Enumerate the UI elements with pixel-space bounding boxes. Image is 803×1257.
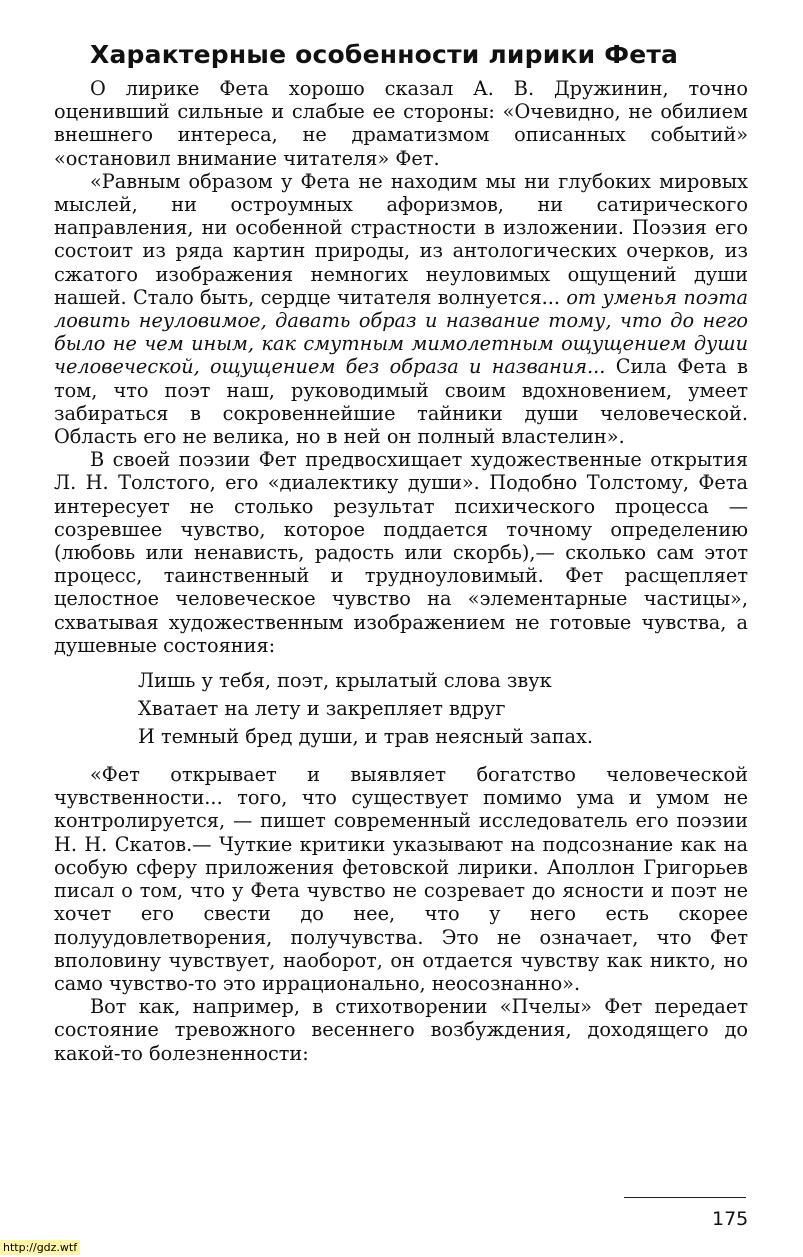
source-watermark-link[interactable]: http://gdz.wtf	[0, 1240, 80, 1255]
footer-divider	[624, 1197, 746, 1198]
paragraph-tolstoy-comparison: В своей поэзии Фет предвосхищает художественные открытия Л. Н. Толстого, его «диалектику души». Подобно Толстому, Фета интересует не столько результат психического процесса — созревшее чувство, которое поддается точному определению (любовь или ненависть, радость или скорбь),— сколько сам этот процесс, таинственный и трудноуловимый. Фет расщепляет целостное человеческое чувство на «элементарные частицы», схватывая художественным изображением не готовые чувства, а душевные состояния:	[54, 448, 748, 657]
paragraph-bees-intro: Вот как, например, в стихотворении «Пчелы» Фет передает состояние тревожного весеннего возбуждения, доходящего до какой-то болезненности:	[54, 995, 748, 1065]
quote-text-end: Сила Фета в том, что поэт наш, руководимый своим вдохновением, умеет забираться в сокровеннейшие тайники души человеческой. Область его не велика, но в ней он полный властелин».	[54, 355, 748, 449]
paragraph-druzhinin-quote	[54, 170, 748, 448]
quote-italic-emphasis: от уменья поэта ловить неуловимое, давать образ и название тому, что до него было не чем иным, как смутным мимолетным ощущением души человеческой, ощущением без образа и названия...	[54, 285, 748, 379]
quote-text-start: «Равным образом у Фета не находим мы ни глубоких мировых мыслей, ни остроумных афоризмов, ни сатирического направления, ни особенной страстности в изложении. Поэзия его состоит из ряда картин природы, из антологических очерков, из сжатого изображения немногих неуловимых ощущений души нашей. Стало быть, сердце читателя волнуется...	[54, 169, 748, 309]
poem-line: Лишь у тебя, поэт, крылатый слова звук	[138, 669, 552, 693]
paragraph-skatov-quote: «Фет открывает и выявляет богатство человеческой чувственности... того, что существует помимо ума и умом не контролируется, — пишет современный исследователь его поэзии Н. Н. Скатов.— Чуткие критики указывают на подсознание как на особую сферу приложения фетовской лирики. Аполлон Григорьев писал о том, что у Фета чувство не созревает до ясности и поэт не хочет его свести до нее, что у него есть скорее полуудовлетворения, получувства. Это не означает, что Фет вполовину чувствует, наоборот, он отдается чувству как никто, но само чувство-то это иррационально, неосознанно».	[54, 763, 748, 995]
poem-excerpt	[138, 667, 748, 751]
page-content	[54, 40, 748, 1065]
poem-line: И темный бред души, и трав неясный запах.	[138, 725, 594, 749]
paragraph-druzhinin-intro: О лирике Фета хорошо сказал А. В. Дружинин, точно оценивший сильные и слабые ее стороны: «Очевидно, не обилием внешнего интереса, не драматизмом описанных событий» «остановил внимание читателя» Фет.	[54, 77, 748, 170]
poem-line: Хватает на лету и закрепляет вдруг	[138, 697, 506, 721]
page-title: Характерные особенности лирики Фета	[90, 40, 679, 69]
page-number: 175	[712, 1208, 749, 1230]
